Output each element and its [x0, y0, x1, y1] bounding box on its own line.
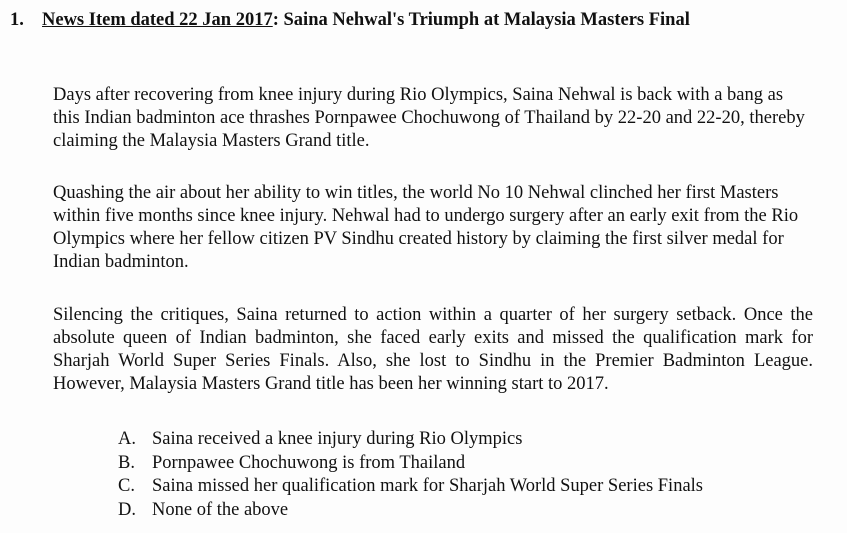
paragraph-3: Silencing the critiques, Saina returned to action within a quarter of her surgery setback. Once the absolute queen of Indian badminton, she faced early exits and missed the qualification mark for Sharjah World Super Series Finals. Also, she lost to Sindhu in the Premier Badminton League. However, Malaysia Masters Grand title has been her winning start to 2017. [53, 304, 813, 394]
paragraph-1: Days after recovering from knee injury during Rio Olympics, Saina Nehwal is back with a bang as this Indian badminton ace thrashes Pornpawee Chochuwong of Thailand by 22-20 and 22-20, thereby claiming the Malaysia Masters Grand title. [53, 84, 805, 151]
question-heading [10, 8, 840, 32]
option-a [118, 428, 818, 452]
question-number: 1. [10, 10, 24, 30]
option-text: Pornpawee Chochuwong is from Thailand [152, 452, 466, 473]
option-letter: C. [118, 476, 135, 496]
option-d [118, 499, 818, 523]
option-letter: A. [118, 429, 136, 449]
option-letter: B. [118, 452, 135, 473]
question-title: : Saina Nehwal's Triumph at Malaysia Masters Final [272, 10, 690, 30]
option-text: Saina received a knee injury during Rio Olympics [152, 429, 523, 449]
paragraph-2: Quashing the air about her ability to win titles, the world No 10 Nehwal clinched her first Masters within five months since knee injury. Nehwal had to undergo surgery after an early exit from the Rio Olympics where her fellow citizen PV Sindhu created history by claiming the first silver medal for Indian badminton. [53, 182, 799, 272]
option-c [118, 475, 818, 499]
option-b [118, 452, 818, 476]
answer-options [118, 428, 818, 522]
option-text: None of the above [152, 499, 289, 520]
question-date-label: News Item dated 22 Jan 2017 [42, 10, 273, 30]
option-letter: D. [118, 499, 136, 520]
option-text: Saina missed her qualification mark for Sharjah World Super Series Finals [152, 476, 703, 496]
